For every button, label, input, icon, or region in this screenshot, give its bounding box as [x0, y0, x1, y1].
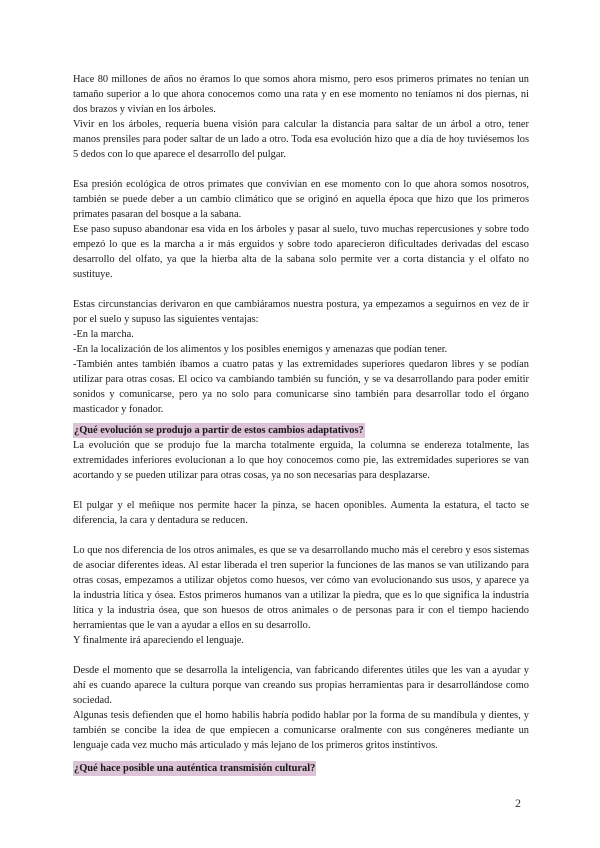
paragraph: La evolución que se produjo fue la marcha totalmente erguida, la columna se endereza totalmente, las extremidades inferiores evolucionan a lo que hoy conocemos como pie, las extremidades superiores se van acortando y se pueden utilizar para otras cosas, ya no son necesarias para desplazarse. — [73, 440, 529, 481]
paragraph: Esa presión ecológica de otros primates que convivían en ese momento con lo que ahora somos nosotros, también se puede deber a un cambio climático que se originó en aquella época que hizo que los primeros primates pasaran del bosque a la sabana. — [73, 179, 529, 220]
list-item: -En la localización de los alimentos y los posibles enemigos y amenazas que podían tener. — [73, 344, 448, 355]
section-heading: ¿Qué evolución se produjo a partir de estos cambios adaptativos? — [74, 425, 364, 436]
paragraph: Hace 80 millones de años no éramos lo que somos ahora mismo, pero esos primeros primates no tenían un tamaño superior a lo que ahora conocemos como una rata y en ese momento no teníamos ni dos piernas, ni dos brazos y vivían en los árboles. — [73, 74, 529, 115]
paragraph: Vivir en los árboles, requería buena visión para calcular la distancia para saltar de un árbol a otro, tener manos prensiles para poder saltar de un lado a otro. Toda esa evolución hizo que a día de hoy tuviésemos los 5 dedos con lo que aparece el desarrollo del pulgar. — [73, 119, 529, 160]
paragraph: Lo que nos diferencia de los otros animales, es que se va desarrollando mucho más el cerebro y esos sistemas de asociar diferentes ideas. Al estar liberada el tren superior la funciones de las manos se van utilizando para otras cosas, empezamos a utilizar objetos como huesos, ver cómo van evolucionando sus usos, y aparece ya la industria lítica y ósea. Estos primeros humanos van a utilizar la piedra, que es lo que significa la industria lítica y la industria ósea, que son huesos de otros animales o de personas para ir con el tiempo haciendo herramientas que le van a ayudar a ellos en su desarrollo. — [73, 545, 529, 631]
paragraph: Desde el momento que se desarrolla la inteligencia, van fabricando diferentes útiles que les van a ayudar y ahí es cuando aparece la cultura porque van creando sus propias herramientas para ir desarrollándose como sociedad. — [73, 665, 529, 706]
section-heading: ¿Qué hace posible una auténtica transmisión cultural? — [74, 763, 316, 774]
paragraph: Algunas tesis defienden que el homo habilis habría podido hablar por la forma de su mandíbula y dientes, y también se concibe la idea de que empiecen a comunicarse oralmente con sus congéneres mediante un lenguaje cada vez mucho más articulado y más lejano de los primeros gritos instintivos. — [73, 710, 529, 751]
list-item: -En la marcha. — [73, 329, 134, 340]
page-number: 2 — [515, 796, 521, 810]
paragraph: Estas circunstancias derivaron en que cambiáramos nuestra postura, ya empezamos a seguirnos en vez de ir por el suelo y supuso las siguientes ventajas: — [73, 299, 529, 325]
page-content — [73, 72, 529, 776]
list-item: -También antes también íbamos a cuatro patas y las extremidades superiores quedaron libres y se podían utilizar para otras cosas. El ocico va cambiando también su función, y se va desarrollando para poder emitir sonidos y comunicarse, pero ya no solo para comunicarse sino también para desarrollar todo el órgano masticador y fonador. — [73, 359, 529, 415]
paragraph: El pulgar y el meñique nos permite hacer la pinza, se hacen oponibles. Aumenta la estatura, el tacto se diferencia, la cara y dentadura se reducen. — [73, 500, 529, 526]
paragraph: Ese paso supuso abandonar esa vida en los árboles y pasar al suelo, tuvo muchas repercusiones y sobre todo empezó lo que es la marcha a ir más erguidos y sobre todo aparecieron dificultades derivadas del escaso desarrollo del olfato, ya que la hierba alta de la sabana solo permite ver a corta distancia y el olfato no sustituye. — [73, 224, 529, 280]
paragraph: Y finalmente irá apareciendo el lenguaje. — [73, 635, 244, 646]
